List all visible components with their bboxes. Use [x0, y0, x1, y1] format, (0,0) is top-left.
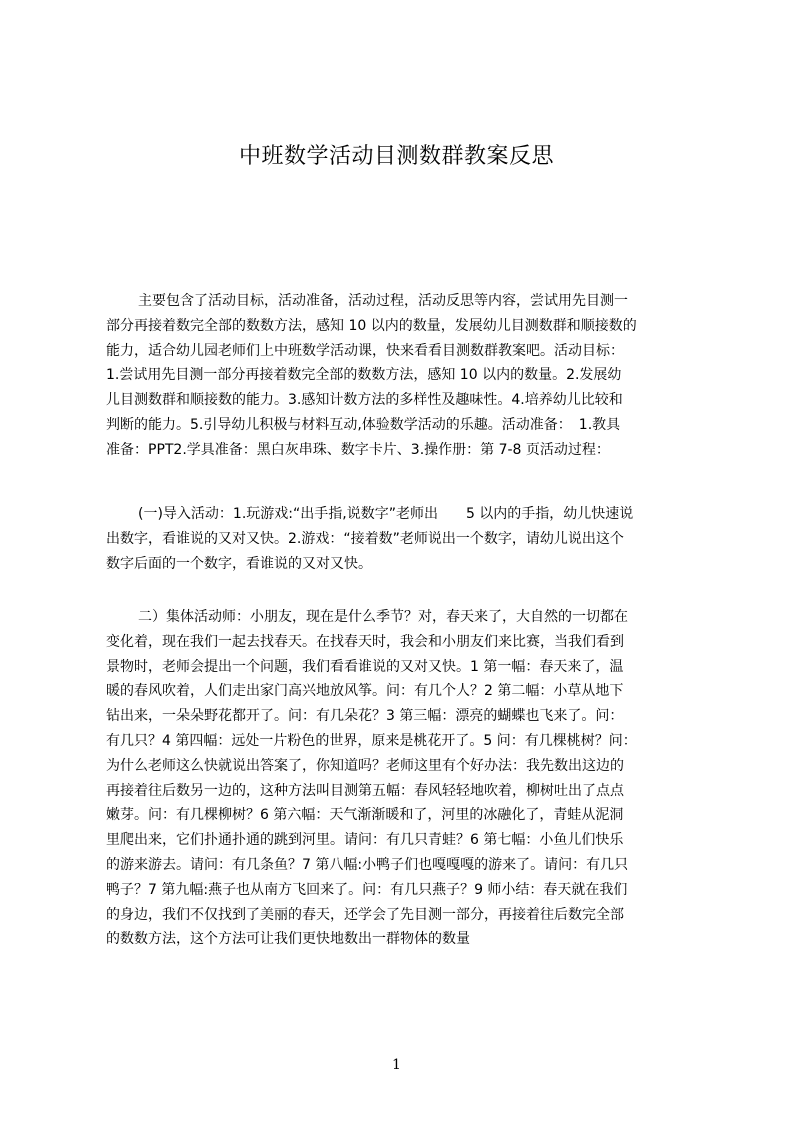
paragraph-line: 钻出来，一朵朵野花都开了。问：有几朵花？3 第三幅：漂亮的蝴蝶也飞来了。问：: [106, 708, 624, 725]
paragraph-line: 儿目测数群和顺接数的能力。3.感知计数方法的多样性及趣味性。4.培养幼儿比较和: [106, 392, 623, 409]
paragraph-line: 二）集体活动师：小朋友，现在是什么季节？对，春天来了，大自然的一切都在: [138, 609, 628, 625]
paragraph-line: 数字后面的一个数字，看谁说的又对又快。: [106, 555, 372, 572]
paragraph-line: 主要包含了活动目标，活动准备，活动过程，活动反思等内容，尝试用先目测一: [138, 293, 628, 309]
paragraph-line: 变化着，现在我们一起去找春天。在找春天时，我会和小朋友们来比赛，当我们看到: [106, 633, 624, 650]
paragraph-line: 有几只？4 第四幅：远处一片粉色的世界，原来是桃花开了。5 问：有几棵桃树？问：: [106, 732, 637, 749]
paragraph-line: 的身边，我们不仅找到了美丽的春天，还学会了先目测一部分，再接着往后数完全部: [106, 906, 624, 923]
paragraph-line: 再接着往后数另一边的，这种方法叫目测第五幅：春风轻轻地吹着，柳树吐出了点点: [106, 782, 624, 799]
paragraph-line: 1.尝试用先目测一部分再接着数完全部的数数方法，感知 10 以内的数量。2.发展幼: [106, 367, 622, 384]
paragraph-line: 嫩芽。问：有几棵柳树？6 第六幅：天气渐渐暖和了，河里的冰融化了，青蛙从泥洞: [106, 807, 624, 824]
paragraph-line: 暖的春风吹着，人们走出家门高兴地放风筝。问：有几个人？2 第二幅：小草从地下: [106, 683, 624, 700]
paragraph-line: 部分再接着数完全部的数数方法，感知 10 以内的数量，发展幼儿目测数群和顺接数的: [106, 317, 637, 334]
paragraph-intro: [106, 289, 708, 463]
paragraph-line: 能力，适合幼儿园老师们上中班数学活动课，快来看看目测数群教案吧。活动目标：: [106, 342, 624, 359]
paragraph-line: (一)导入活动：1.玩游戏:“出手指,说数字”老师出 5 以内的手指，幼儿快速说: [138, 506, 634, 522]
paragraph-line: 鸭子？7 第九幅:燕子也从南方飞回来了。问：有几只燕子？9 师小结：春天就在我们: [106, 881, 628, 898]
paragraph-line: 准备：PPT2.学具准备：黑白灰串珠、数字卡片、3.操作册：第 7-8 页活动过程：: [106, 441, 610, 458]
page-number: 1: [392, 1057, 401, 1073]
document-title: 中班数学活动目测数群教案反思: [238, 144, 554, 169]
paragraph-line: 出数字，看谁说的又对又快。2.游戏：“接着数”老师说出一个数字，请幼儿说出这个: [106, 530, 624, 547]
paragraph-line: 的数数方法，这个方法可让我们更快地数出一群物体的数量: [106, 931, 470, 948]
paragraph-line: 景物时，老师会提出一个问题，我们看看谁说的又对又快。1 第一幅：春天来了，温: [106, 658, 624, 675]
paragraph-warmup-activity: [106, 502, 708, 576]
paragraph-line: 判断的能力。5.引导幼儿积极与材料互动,体验数学活动的乐趣。活动准备： 1.教具: [106, 416, 621, 433]
paragraph-line: 为什么老师这么快就说出答案了，你知道吗？老师这里有个好办法：我先数出这边的: [106, 757, 624, 774]
paragraph-group-activity: [106, 605, 708, 952]
paragraph-line: 的游来游去。请问：有几条鱼？7 第八幅:小鸭子们也嘎嘎嘎的游来了。请问：有几只: [106, 856, 629, 873]
paragraph-line: 里爬出来，它们扑通扑通的跳到河里。请问：有几只青蛙？6 第七幅：小鱼儿们快乐: [106, 832, 624, 849]
